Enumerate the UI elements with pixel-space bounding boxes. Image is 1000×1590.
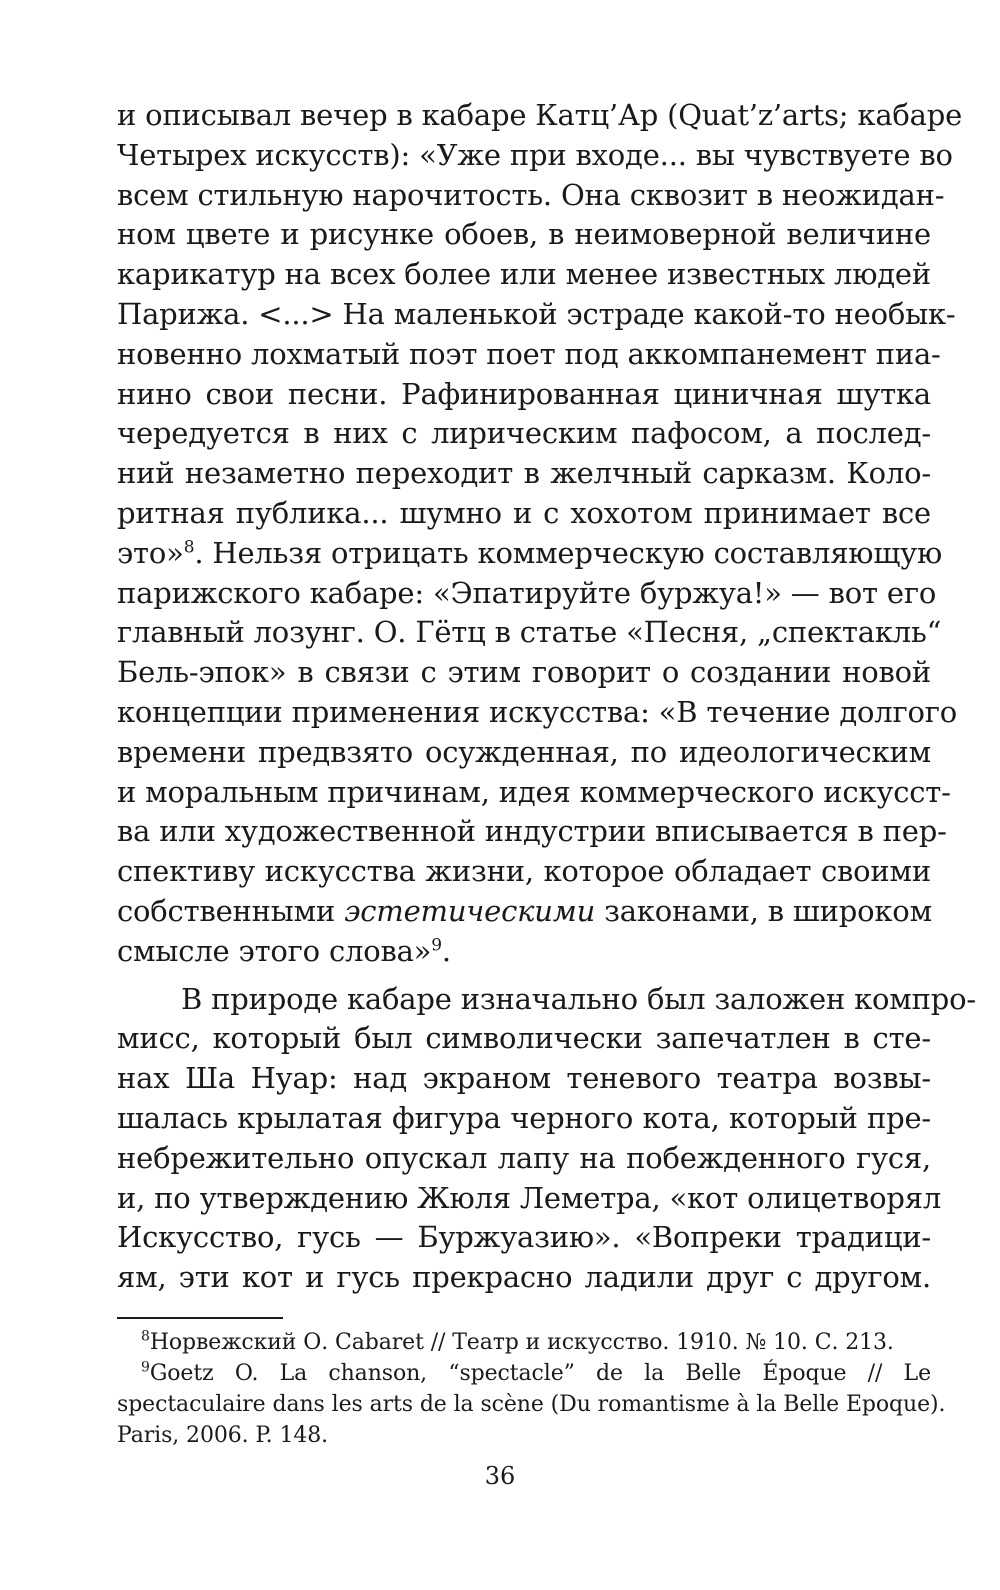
text-line: главный лозунг. О. Гётц в статье «Песня, „спектакль“ bbox=[117, 615, 942, 650]
text-line: В природе кабаре изначально был заложен компро- bbox=[181, 981, 977, 1016]
text-line: и моральным причинам, идея коммерческого искусст- bbox=[117, 774, 951, 809]
text-line: карикатур на всех более или менее известных людей bbox=[117, 257, 931, 292]
text-line: ний незаметно переходит в желчный сарказм. Коло- bbox=[117, 456, 931, 491]
page-number: 36 bbox=[484, 1462, 516, 1490]
text-line: всем стильную нарочитость. Она сквозит в неожидан- bbox=[117, 177, 945, 212]
text-segment: смысле этого слова» bbox=[117, 933, 432, 968]
footnote-9-line-3: Paris, 2006. P. 148. bbox=[117, 1423, 329, 1448]
footnote-ref-8[interactable]: 8 bbox=[183, 537, 195, 558]
text-line: ритная публика... шумно и с хохотом принимает все bbox=[117, 495, 931, 530]
footnote-ref-9[interactable]: 9 bbox=[431, 935, 442, 956]
text-segment: собственными bbox=[117, 893, 345, 928]
footnote-mark: 8 bbox=[141, 1328, 150, 1345]
text-segment: . Нельзя отрицать коммерческую составляющую bbox=[194, 535, 943, 570]
text-line: Четырех искусств): «Уже при входе... вы чувствуете во bbox=[117, 137, 953, 172]
footnote-9-line-2: spectaculaire dans les arts de la scène (Du romantisme à la Belle Epoque). bbox=[117, 1392, 946, 1417]
text-line: времени предвзято осужденная, по идеологическим bbox=[117, 734, 931, 769]
text-line: новенно лохматый поэт поет под аккомпанемент пиа- bbox=[117, 336, 941, 371]
footnotes bbox=[117, 1327, 946, 1451]
text-segment: это» bbox=[117, 535, 184, 570]
text-line: концепции применения искусства: «В течение долгого bbox=[117, 694, 957, 729]
text-line: ва или художественной индустрии вписывается в пер- bbox=[117, 814, 947, 849]
text-line: Искусство, гусь — Буржуазию». «Вопреки традици- bbox=[117, 1220, 931, 1255]
text-line bbox=[117, 534, 943, 574]
text-segment: . bbox=[441, 933, 451, 968]
text-line: парижского кабаре: «Эпатируйте буржуа!» — вот его bbox=[117, 575, 937, 610]
text-line: ям, эти кот и гусь прекрасно ладили друг с другом. bbox=[117, 1260, 931, 1295]
text-segment: законами, в широком bbox=[595, 893, 932, 928]
text-line: спективу искусства жизни, которое обладает своими bbox=[117, 854, 931, 889]
main-text bbox=[117, 96, 977, 1298]
text-line: и описывал вечер в кабаре Катц’Ар (Quat’z’arts; кабаре bbox=[117, 98, 963, 132]
footnote-divider bbox=[117, 1317, 283, 1319]
text-line: ном цвете и рисунке обоев, в неимоверной величине bbox=[117, 217, 931, 252]
text-line: Парижа. <...> На маленькой эстраде какой-то необык- bbox=[117, 296, 956, 331]
paragraph-2 bbox=[117, 980, 977, 1298]
footnote-8 bbox=[117, 1327, 931, 1358]
text-line: небрежительно опускал лапу на побежденного гуся, bbox=[117, 1140, 931, 1175]
emphasis: эстетическими bbox=[344, 893, 596, 928]
footnote-mark: 9 bbox=[141, 1359, 150, 1376]
footnote-text: Goetz O. La chanson, “spectacle” de la Belle Époque // Le bbox=[149, 1361, 931, 1386]
footnote-text: Норвежский О. Cabaret // Театр и искусство. 1910. № 10. С. 213. bbox=[149, 1330, 894, 1355]
footnote-9 bbox=[117, 1358, 931, 1389]
text-line: чередуется в них с лирическим пафосом, а послед- bbox=[117, 416, 931, 451]
text-line bbox=[117, 932, 931, 972]
text-line bbox=[117, 892, 931, 932]
text-line: мисс, который был символически запечатлен в сте- bbox=[117, 1021, 931, 1056]
text-line: и, по утверждению Жюля Леметра, «кот олицетворял bbox=[117, 1180, 942, 1215]
text-line: нах Ша Нуар: над экраном теневого театра возвы- bbox=[117, 1061, 931, 1096]
text-line: Бель-эпок» в связи с этим говорит о создании новой bbox=[117, 655, 931, 690]
text-line: шалась крылатая фигура черного кота, который пре- bbox=[117, 1100, 931, 1135]
paragraph-1 bbox=[117, 96, 963, 972]
text-line: нино свои песни. Рафинированная циничная шутка bbox=[117, 376, 931, 411]
